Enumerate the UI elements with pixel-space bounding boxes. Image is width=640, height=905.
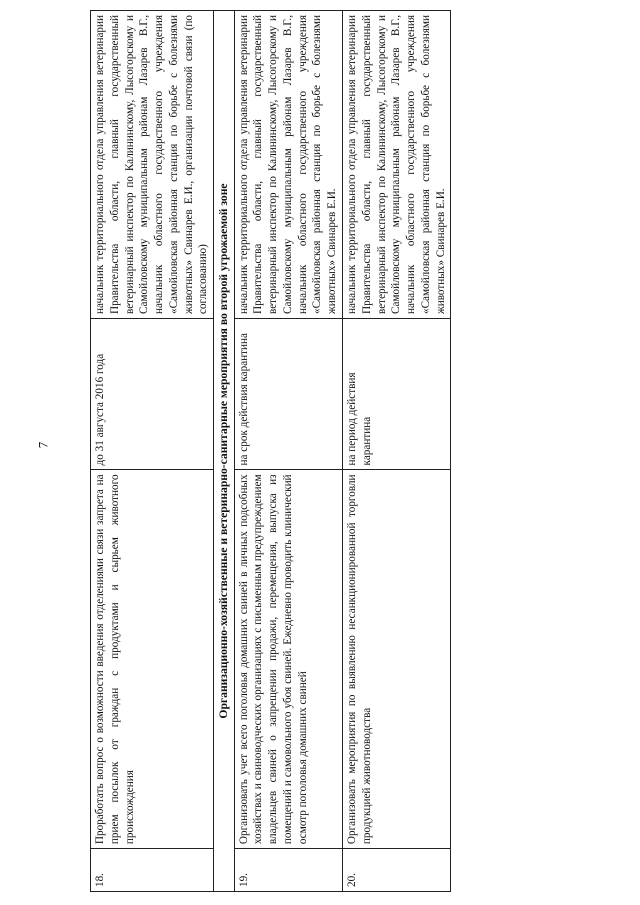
row-number: 20. xyxy=(343,849,451,892)
task-cell: Проработать вопрос о возможности введения отделениями связи запрета на прием посылок от граждан с продуктами и сырьем животного происхождения xyxy=(91,470,214,849)
responsible-cell: начальник территориального отдела управления ветеринарии Правительства области, главный государственный ветеринарный инспектор по Калининскому, Лысогорскому и Самойловскому муниципальным районам Лазарев В.Г., начальник областного государственного учреждения «Самойловская районная станция по борьбе с болезнями животных» Свинарев Е.И. xyxy=(343,11,451,319)
term-cell: на период действия карантина xyxy=(343,319,451,470)
page-number: 7 xyxy=(35,441,51,449)
row-number: 19. xyxy=(234,849,342,892)
task-cell: Организовать мероприятия по выявлению несанкционированной торговли продукцией животноводства xyxy=(343,470,451,849)
table-row xyxy=(343,11,451,892)
term-cell: на срок действия карантина xyxy=(234,319,342,470)
task-cell: Организовать учет всего поголовья домашних свиней в личных подсобных хозяйствах и свиноводческих организациях с письменным предупреждением владельцев свиней о запрещении продажи, перемещения, выпуска из помещений и самовольного убоя свиней. Ежедневно проводить клинический осмотр поголовья домашних свиней xyxy=(234,470,342,849)
measures-table xyxy=(90,10,451,892)
landscape-table-container xyxy=(90,10,615,892)
rotated-page-content xyxy=(90,10,615,892)
responsible-cell: начальник территориального отдела управления ветеринарии Правительства области, главный государственный ветеринарный инспектор по Калининскому, Лысогорскому и Самойловскому муниципальным районам Лазарев В.Г., начальник областного государственного учреждения «Самойловская районная станция по борьбе с болезнями животных» Свинарев Е.И. xyxy=(234,11,342,319)
responsible-cell: начальник территориального отдела управления ветеринарии Правительства области, главный государственный ветеринарный инспектор по Калининскому, Лысогорскому и Самойловскому муниципальным районам Лазарев В.Г., начальник областного государственного учреждения «Самойловская районная станция по борьбе с болезнями животных» Свинарев Е.И., организации почтовой связи (по согласованию) xyxy=(91,11,214,319)
section-title: Организационно-хозяйственные и ветеринарно-санитарные мероприятия во второй угрожаемой зоне xyxy=(214,11,234,892)
table-row xyxy=(234,11,342,892)
section-header-row xyxy=(214,11,234,892)
row-number: 18. xyxy=(91,849,214,892)
table-row xyxy=(91,11,214,892)
term-cell: до 31 августа 2016 года xyxy=(91,319,214,470)
